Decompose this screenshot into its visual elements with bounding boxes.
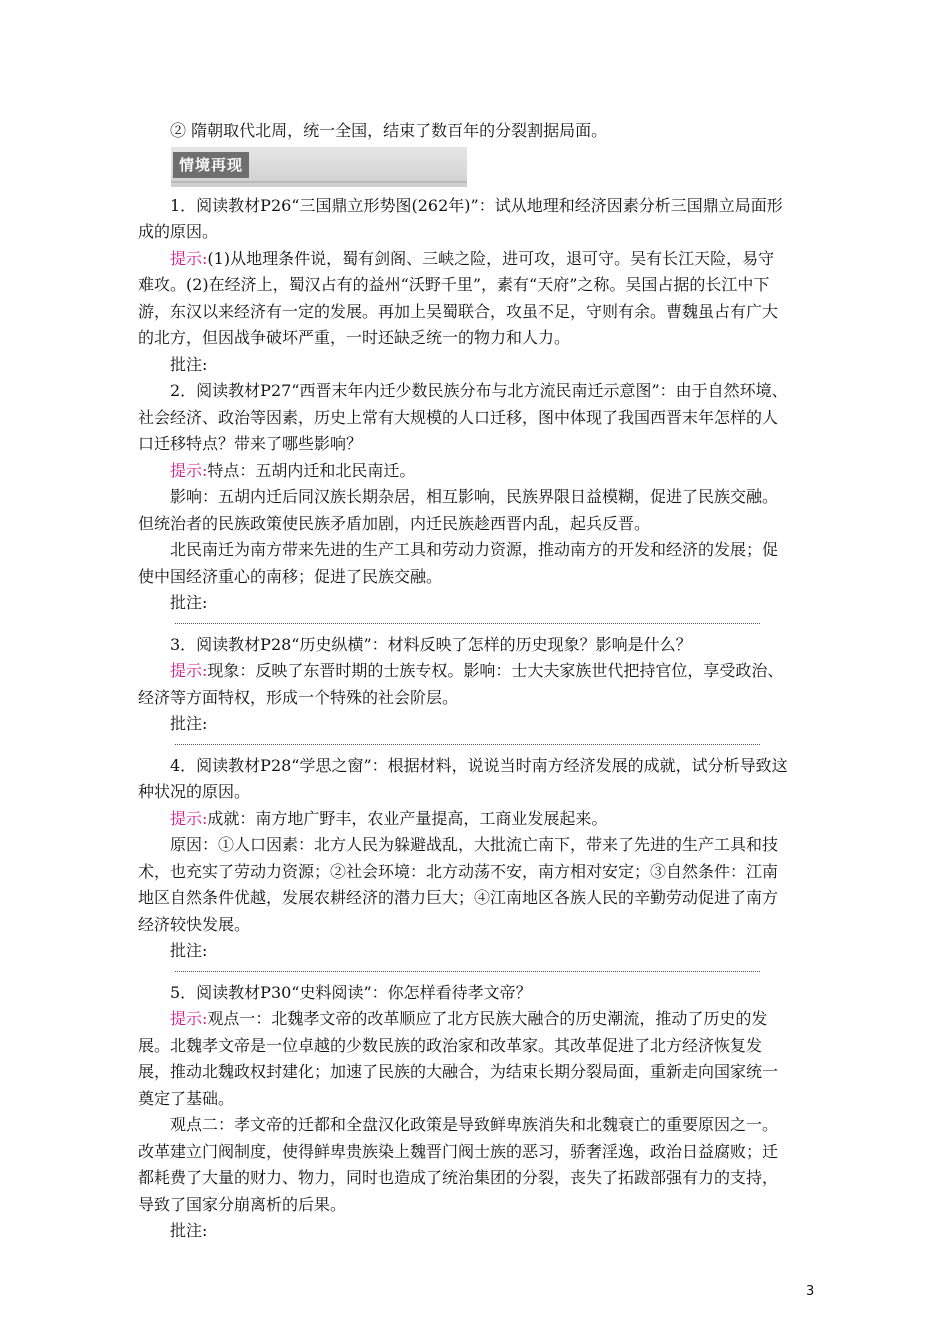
hint-5-text: 观点一：北魏孝文帝的改革顺应了北方民族大融合的历史潮流，推动了历史的发展。北魏孝文帝是一位卓越的少数民族的政治家和改革家。其改革促进了北方经济恢复发展，推动北魏政权封建化；加速了民族的大融合，为结束长期分裂局面，重新走向国家统一奠定了基础。 [138, 1009, 779, 1108]
hint-label: 提示: [170, 460, 208, 480]
hint-label: 提示: [170, 1009, 208, 1028]
section-underline [171, 181, 467, 183]
note-4: 批注: [170, 941, 208, 960]
hint-label: 提示: [170, 808, 208, 828]
note-2: 批注: [170, 593, 208, 612]
note-5: 批注: [170, 1221, 208, 1240]
page-number: 3 [806, 1284, 815, 1299]
intro-paragraph: ② 隋朝取代北周，统一全国，结束了数百年的分裂割据局面。 [170, 121, 608, 140]
document-body [138, 118, 790, 1245]
question-5: 5．阅读教材P30“史料阅读”：你怎样看待孝文帝？ [170, 982, 532, 1002]
hint-1-text: (1)从地理条件说，蜀有剑阁、三峡之险，进可攻，退可守。吴有长江天险，易守难攻。(2)在经济上，蜀汉占有的益州“沃野千里”，素有“天府”之称。吴国占据的长江中下游，东汉以来经济有一定的发展。再加上吴蜀联合，攻虽不足，守则有余。曹魏虽占有广大的北方，但因战争破坏严重，一时还缺乏统一的物力和人力。 [138, 248, 779, 347]
hint-3-text: 现象：反映了东晋时期的士族专权。影响：士大夫家族世代把持官位，享受政治、经济等方面特权，形成一个特殊的社会阶层。 [138, 661, 784, 707]
hint-1 [138, 246, 790, 352]
hint-label: 提示: [170, 248, 208, 268]
hint-3 [138, 658, 790, 711]
hint-4 [138, 806, 790, 833]
hint-2-text: 特点：五胡内迁和北民南迁。 [207, 460, 416, 480]
hint-2-paragraph-2: 影响：五胡内迁后同汉族长期杂居，相互影响，民族界限日益模糊，促进了民族交融。但统治者的民族政策使民族矛盾加剧，内迁民族趁西晋内乱，起兵反晋。 [138, 487, 779, 533]
question-2: 2．阅读教材P27“西晋末年内迁少数民族分布与北方流民南迁示意图”：由于自然环境、社会经济、政治等因素，历史上常有大规模的人口迁移，图中体现了我国西晋末年怎样的人口迁移特点？带来了哪些影响？ [138, 381, 788, 453]
question-1: 1．阅读教材P26“三国鼎立形势图(262年)”：试从地理和经济因素分析三国鼎立局面形成的原因。 [138, 195, 783, 241]
question-4: 4．阅读教材P28“学思之窗”：根据材料，说说当时南方经济发展的成就，试分析导致这种状况的原因。 [138, 755, 788, 801]
hint-2 [138, 458, 790, 485]
hint-2-paragraph-3: 北民南迁为南方带来先进的生产工具和劳动力资源，推动南方的开发和经济的发展；促使中国经济重心的南移；促进了民族交融。 [138, 540, 779, 586]
note-1: 批注: [170, 354, 208, 374]
section-header [171, 147, 467, 187]
hint-label: 提示: [170, 661, 208, 680]
hint-5 [138, 1006, 790, 1112]
section-title: 情境再现 [173, 152, 249, 178]
hint-4-paragraph-2: 原因：①人口因素：北方人民为躲避战乱，大批流亡南下，带来了先进的生产工具和技术，也充实了劳动力资源；②社会环境：北方动荡不安，南方相对安定；③自然条件：江南地区自然条件优越，发展农耕经济的潜力巨大；④江南地区各族人民的辛勤劳动促进了南方经济较快发展。 [138, 835, 779, 934]
note-3: 批注: [170, 714, 208, 733]
hint-5-paragraph-2: 观点二：孝文帝的迁都和全盘汉化政策是导致鲜卑族消失和北魏衰亡的重要原因之一。改革建立门阀制度，使得鲜卑贵族染上魏晋门阀士族的恶习，骄奢淫逸，政治日益腐败；迁都耗费了大量的财力、物力，同时也造成了统治集团的分裂，丧失了拓跋部强有力的支持，导致了国家分崩离析的后果。 [138, 1115, 779, 1214]
question-3: 3．阅读教材P28“历史纵横”：材料反映了怎样的历史现象？影响是什么？ [170, 634, 692, 654]
hint-4-text: 成就：南方地广野丰，农业产量提高，工商业发展起来。 [207, 808, 608, 828]
dotted-note-line [175, 744, 760, 745]
dotted-note-line [175, 971, 760, 972]
dotted-note-line [175, 623, 760, 624]
